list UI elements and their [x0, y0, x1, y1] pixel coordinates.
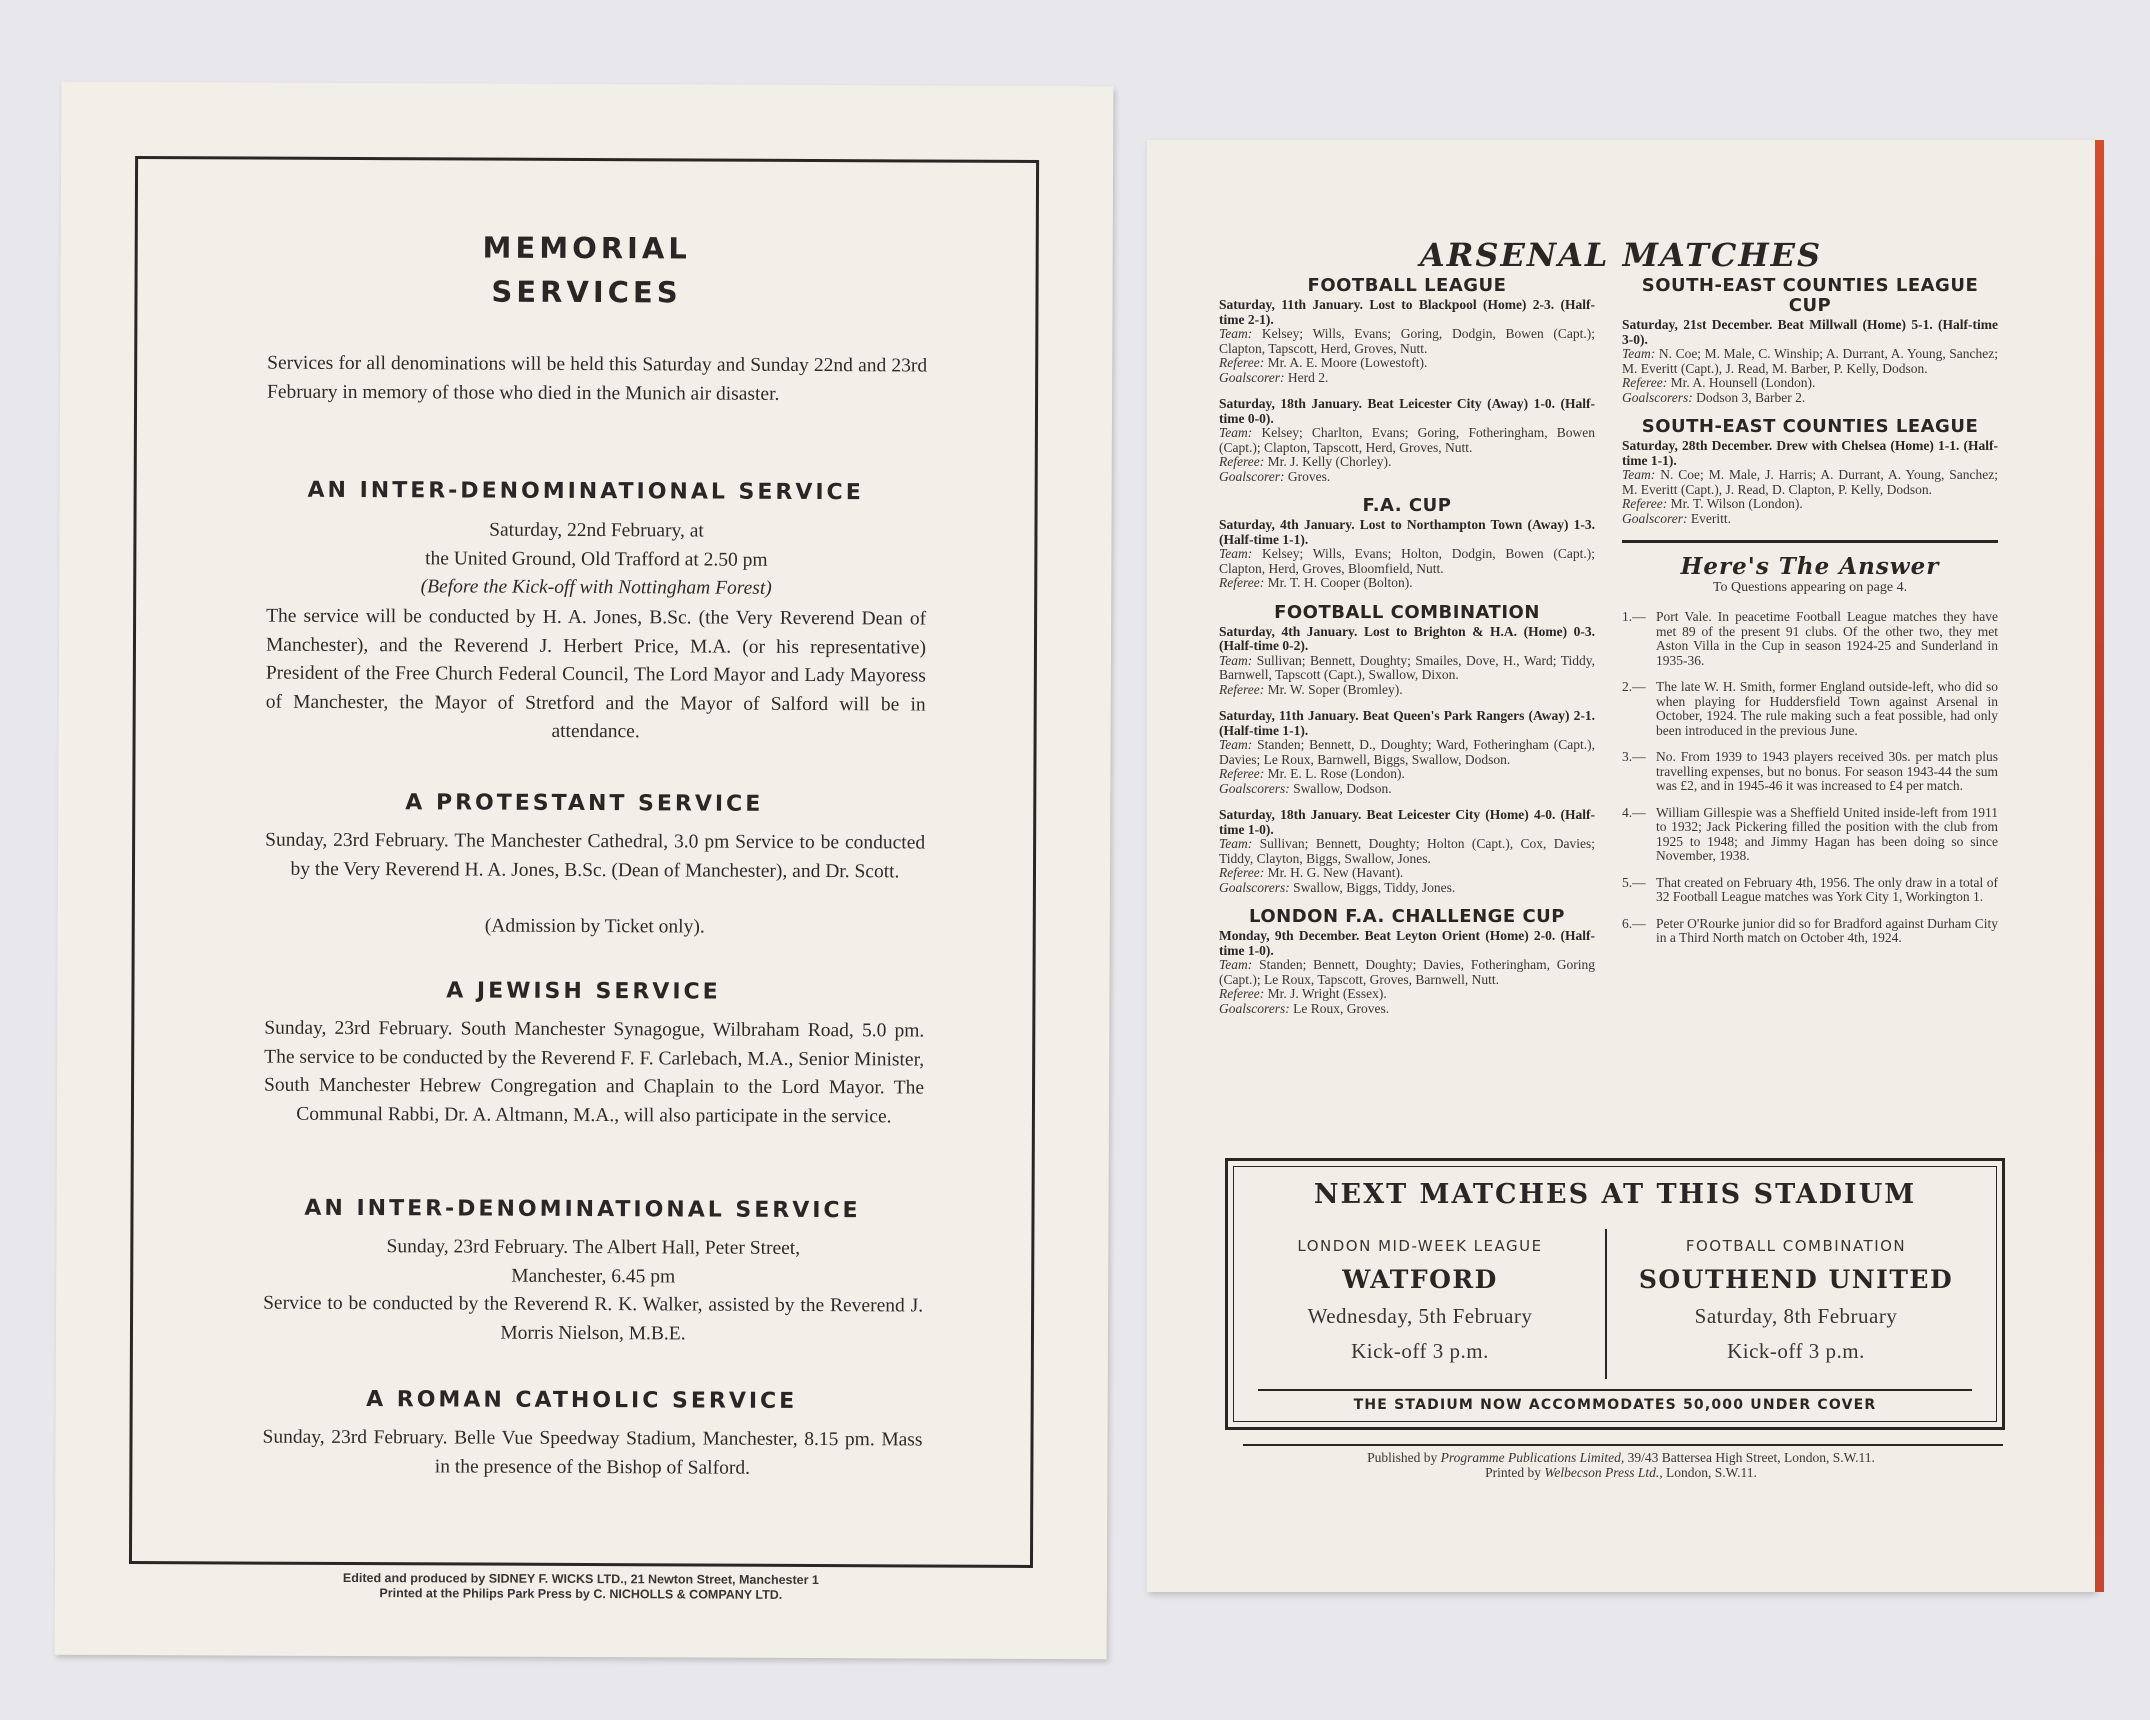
- fixture-kickoff: Kick-off 3 p.m.: [1351, 1339, 1489, 1363]
- match-referee: [1219, 455, 1595, 470]
- team-label: Team:: [1219, 957, 1253, 972]
- section-heading: FOOTBALL LEAGUE: [1307, 275, 1507, 296]
- goalscorer-label: Goalscorers:: [1219, 1000, 1290, 1016]
- printer-prefix: Printed by: [1485, 1465, 1541, 1480]
- referee-label: Referee:: [1219, 681, 1265, 697]
- service-heading: AN INTER-DENOMINATIONAL SERVICE: [304, 1195, 861, 1224]
- service-details: Saturday, 22nd February, at the United Ground, Old Trafford at 2.50 pm: [425, 519, 768, 571]
- answers-subtitle: To Questions appearing on page 4.: [1712, 580, 1908, 595]
- answer-number: 6.—: [1622, 915, 1646, 931]
- service-heading: A PROTESTANT SERVICE: [405, 790, 764, 817]
- team-label: Team:: [1219, 425, 1253, 440]
- section-heading: FOOTBALL COMBINATION: [1274, 601, 1540, 623]
- team-lineup: Kelsey; Charlton, Evans; Goring, Fotheringham, Bowen (Capt.); Clapton, Tapscott, Herd, Groves, Nutt.: [1219, 425, 1595, 455]
- match-goalscorers: [1219, 371, 1595, 386]
- fixture-divider: [1605, 1229, 1607, 1379]
- goalscorer-label: Goalscorer:: [1219, 468, 1285, 484]
- printer-address: London, S.W.11.: [1665, 1465, 1757, 1480]
- fixture-opponent: WATFORD: [1342, 1265, 1498, 1294]
- section-heading: SOUTH-EAST COUNTIES LEAGUE CUP: [1641, 275, 1979, 316]
- goalscorer-names: Swallow, Dodson.: [1293, 780, 1392, 796]
- cover-edge: [2095, 140, 2104, 1592]
- fixture-league: FOOTBALL COMBINATION: [1685, 1237, 1907, 1255]
- publisher-name: Programme Publications Limited,: [1440, 1450, 1625, 1465]
- publisher-prefix: Published by: [1367, 1450, 1438, 1465]
- arsenal-matches-page: [1147, 140, 2095, 1592]
- publisher-address: 39/43 Battersea High Street, London, S.W.11.: [1627, 1450, 1875, 1465]
- team-label: Team:: [1622, 346, 1656, 361]
- match-result: [1219, 298, 1595, 385]
- match-referee: [1622, 376, 1998, 391]
- service-body: Sunday, 23rd February. South Manchester Synagogue, Wilbraham Road, 5.0 pm. The service to be conducted by the Reverend F. F. Carlebach, M.A., Senior Minister, South Manchester Hebrew Congregation and Chaplain to the Lord Mayor. The Communal Rabbi, Dr. A. Altmann, M.A., will also participate in the service.: [264, 1017, 925, 1127]
- match-result: [1219, 397, 1595, 484]
- goalscorer-names: Swallow, Biggs, Tiddy, Jones.: [1293, 879, 1456, 895]
- team-lineup: Standen; Bennett, Doughty; Davies, Fotheringham, Goring (Capt.); Le Roux, Tapscott, Groves, Barnwell, Nutt.: [1219, 957, 1596, 987]
- answers-title: Here's The Answer: [1680, 553, 1940, 580]
- match-headline: Saturday, 4th January. Lost to Northampton Town (Away) 1-3. (Half-time 1-1).: [1219, 517, 1595, 547]
- referee-name: Mr. T. Wilson (London).: [1670, 496, 1803, 511]
- answer-item: [1622, 876, 1998, 905]
- fixture-opponent: SOUTHEND UNITED: [1638, 1265, 1954, 1294]
- team-label: Team:: [1219, 326, 1253, 341]
- match-result: [1219, 518, 1595, 591]
- referee-label: Referee:: [1219, 454, 1265, 469]
- match-team: [1219, 654, 1595, 683]
- divider: [1258, 1389, 1972, 1391]
- stadium-capacity-note: THE STADIUM NOW ACCOMMODATES 50,000 UNDER COVER: [1353, 1397, 1877, 1413]
- fixture-date: Wednesday, 5th February: [1307, 1304, 1533, 1328]
- referee-name: Mr. T. H. Cooper (Bolton).: [1267, 575, 1413, 590]
- referee-label: Referee:: [1219, 355, 1265, 370]
- referee-label: Referee:: [1622, 496, 1668, 511]
- page-title-line-1: MEMORIAL: [482, 230, 691, 266]
- memorial-services-page: [55, 82, 1114, 1660]
- referee-name: Mr. A. Hounsell (London).: [1670, 375, 1816, 390]
- match-team: [1219, 547, 1595, 576]
- page-border: [129, 156, 1039, 1568]
- answer-text: Port Vale. In peacetime Football League matches they have met 89 of the present 91 clubs. Of the other two, they met Aston Villa in the Cup in season 1924-25 and Sunderland in 1935-36.: [1656, 609, 1998, 668]
- goalscorer-names: Herd 2.: [1287, 369, 1329, 385]
- fixture-card: [1240, 1229, 1600, 1364]
- match-team: [1219, 426, 1595, 455]
- answer-text: No. From 1939 to 1943 players received 30s. per match plus travelling expenses, but no bonus. For season 1943-44 the sum was £2, and in 1945-46 it was increased to £4 per match.: [1656, 749, 1998, 793]
- match-headline: Saturday, 4th January. Lost to Brighton & H.A. (Home) 0-3. (Half-time 0-2).: [1219, 623, 1595, 653]
- service-note: (Before the Kick-off with Nottingham Forest): [420, 576, 772, 599]
- next-matches-box: [1225, 1158, 2005, 1430]
- answer-text: William Gillespie was a Sheffield United inside-left from 1911 to 1932; Jack Pickering filled the position with the club from 1925 to 1948; and Jimmy Hagan has been doing so since November, 1938.: [1656, 804, 1998, 863]
- answer-text: Peter O'Rourke junior did so for Bradford against Durham City in a Third North match on October 4th, 1924.: [1656, 915, 1998, 945]
- referee-name: Mr. A. E. Moore (Lowestoft).: [1267, 355, 1428, 370]
- section-heading: LONDON F.A. CHALLENGE CUP: [1249, 906, 1565, 927]
- match-referee: [1219, 576, 1595, 591]
- service-note: (Admission by Ticket only).: [484, 915, 705, 938]
- match-team: [1622, 468, 1998, 497]
- referee-label: Referee:: [1219, 986, 1265, 1001]
- match-team: [1219, 738, 1595, 767]
- service-body: The service will be conducted by H. A. Jones, B.Sc. (the Very Reverend Dean of Manchester), and the Reverend J. Herbert Price, M.A. (or his representative) President of the Free Church Federal Council, The Lord Mayor and Lady Mayoress of Manchester, the Mayor of Stretford and the Mayor of Salford will be in attendance.: [265, 605, 927, 743]
- goalscorer-label: Goalscorer:: [1219, 369, 1285, 385]
- results-column-right: [1622, 276, 1998, 958]
- intro-paragraph: Services for all denominations will be held this Saturday and Sunday 22nd and 23rd February in memory of those who died in the Munich air disaster.: [267, 352, 928, 405]
- results-column-left: [1219, 276, 1595, 1028]
- answer-item: [1622, 610, 1998, 668]
- match-headline: Saturday, 11th January. Beat Queen's Park Rangers (Away) 2-1. (Half-time 1-1).: [1219, 708, 1595, 738]
- answer-number: 5.—: [1622, 874, 1646, 890]
- printer-name: Welbecson Press Ltd.,: [1544, 1465, 1663, 1480]
- team-label: Team:: [1219, 652, 1253, 668]
- referee-label: Referee:: [1622, 375, 1668, 390]
- fixture-league: LONDON MID-WEEK LEAGUE: [1297, 1237, 1543, 1255]
- goalscorer-label: Goalscorers:: [1219, 879, 1290, 895]
- team-lineup: N. Coe; M. Male, C. Winship; A. Durrant, A. Young, Sanchez; M. Everitt (Capt.), J. Read, M. Barber, P. Kelly, Dodson.: [1622, 346, 1999, 376]
- page-title: ARSENAL MATCHES: [1419, 236, 1823, 274]
- match-result: [1219, 625, 1595, 698]
- fixture-kickoff: Kick-off 3 p.m.: [1727, 1339, 1865, 1363]
- match-goalscorers: [1219, 782, 1595, 797]
- match-team: [1219, 958, 1595, 987]
- match-result: [1622, 439, 1998, 526]
- match-referee: [1219, 987, 1595, 1002]
- match-result: [1219, 808, 1595, 895]
- answer-number: 3.—: [1622, 749, 1646, 764]
- team-lineup: Kelsey; Wills, Evans; Goring, Dodgin, Bowen (Capt.); Clapton, Tapscott, Herd, Groves, Nutt.: [1219, 326, 1595, 356]
- printer-credit: Edited and produced by SIDNEY F. WICKS LTD., 21 Newton Street, Manchester 1 Printed at the Philips Park Press by C. NICHOLLS & COMPANY LTD.: [342, 1570, 819, 1602]
- team-lineup: N. Coe; M. Male, J. Harris; A. Durrant, A. Young, Sanchez; M. Everitt (Capt.), J. Read, D. Clapton, P. Kelly, Dodson.: [1622, 467, 1998, 497]
- match-team: [1219, 837, 1595, 866]
- referee-name: Mr. E. L. Rose (London).: [1267, 766, 1405, 781]
- fixture-card: [1616, 1229, 1976, 1364]
- results-list: [1622, 276, 1998, 526]
- goalscorer-names: Le Roux, Groves.: [1293, 1000, 1390, 1016]
- answer-item: [1622, 917, 1998, 946]
- answer-text: That created on February 4th, 1956. The only draw in a total of 32 Football League matches was York City 1, Workington 1.: [1656, 874, 1998, 904]
- service-heading: A ROMAN CATHOLIC SERVICE: [366, 1387, 798, 1414]
- team-lineup: Sullivan; Bennett, Doughty; Smailes, Dove, H., Ward; Tiddy, Barnwell, Tapscott (Capt.), Swallow, Dixon.: [1219, 652, 1595, 682]
- match-headline: Saturday, 28th December. Drew with Chelsea (Home) 1-1. (Half-time 1-1).: [1622, 438, 1998, 468]
- page-title-line-2: SERVICES: [491, 274, 682, 310]
- match-goalscorers: [1622, 512, 1998, 527]
- match-result: [1219, 929, 1595, 1016]
- team-label: Team:: [1219, 546, 1253, 561]
- divider: [1622, 540, 1998, 543]
- service-heading: AN INTER-DENOMINATIONAL SERVICE: [307, 477, 864, 506]
- publisher-credit: [1147, 1450, 2095, 1480]
- referee-name: Mr. J. Wright (Essex).: [1267, 986, 1387, 1001]
- match-referee: [1219, 356, 1595, 371]
- goalscorer-names: Everitt.: [1690, 510, 1731, 526]
- referee-name: Mr. H. G. New (Havant).: [1267, 865, 1404, 880]
- referee-label: Referee:: [1219, 865, 1265, 880]
- match-referee: [1219, 683, 1595, 698]
- fixture-date: Saturday, 8th February: [1694, 1304, 1898, 1328]
- answer-number: 2.—: [1622, 679, 1646, 694]
- match-team: [1622, 347, 1998, 376]
- goalscorer-names: Groves.: [1287, 468, 1331, 484]
- service-body: Service to be conducted by the Reverend R. K. Walker, assisted by the Reverend J. Morris Nielson, M.B.E.: [263, 1292, 924, 1344]
- team-label: Team:: [1622, 467, 1656, 482]
- service-details: Sunday, 23rd February. The Albert Hall, Peter Street, Manchester, 6.45 pm: [386, 1236, 801, 1287]
- referee-label: Referee:: [1219, 575, 1265, 590]
- goalscorer-names: Dodson 3, Barber 2.: [1696, 389, 1806, 405]
- match-headline: Saturday, 11th January. Lost to Blackpool (Home) 2-3. (Half-time 2-1).: [1219, 297, 1595, 327]
- service-body: Sunday, 23rd February. Belle Vue Speedway Stadium, Manchester, 8.15 pm. Mass in the presence of the Bishop of Salford.: [262, 1426, 923, 1479]
- answer-text: The late W. H. Smith, former England outside-left, who did so when playing for Huddersfield Town against Arsenal in October, 1924. The rule making such a feat possible, had only been introduced in the previous June.: [1656, 679, 1998, 738]
- match-referee: [1622, 497, 1998, 512]
- match-result: [1622, 318, 1998, 405]
- match-headline: Saturday, 18th January. Beat Leicester City (Away) 1-0. (Half-time 0-0).: [1219, 396, 1595, 426]
- team-label: Team:: [1219, 836, 1253, 851]
- goalscorer-label: Goalscorers:: [1219, 780, 1290, 796]
- next-matches-title: NEXT MATCHES AT THIS STADIUM: [1313, 1179, 1917, 1210]
- divider: [1243, 1444, 2003, 1446]
- section-heading: SOUTH-EAST COUNTIES LEAGUE: [1641, 416, 1979, 437]
- answer-number: 4.—: [1622, 804, 1646, 820]
- answer-number: 1.—: [1622, 609, 1646, 624]
- referee-label: Referee:: [1219, 766, 1265, 781]
- answer-item: [1622, 750, 1998, 794]
- match-goalscorers: [1219, 881, 1595, 896]
- service-body: Sunday, 23rd February. The Manchester Cathedral, 3.0 pm Service to be conducted by the Very Reverend H. A. Jones, B.Sc. (Dean of Manchester), and Dr. Scott.: [265, 829, 926, 882]
- answers-list: [1622, 610, 1998, 946]
- match-headline: Saturday, 21st December. Beat Millwall (Home) 5-1. (Half-time 3-0).: [1622, 317, 1998, 347]
- match-referee: [1219, 866, 1595, 881]
- match-team: [1219, 327, 1595, 356]
- section-heading: F.A. CUP: [1362, 495, 1452, 516]
- match-goalscorers: [1219, 1002, 1595, 1017]
- referee-name: Mr. W. Soper (Bromley).: [1267, 681, 1403, 697]
- goalscorer-label: Goalscorer:: [1622, 510, 1688, 526]
- match-headline: Monday, 9th December. Beat Leyton Orient (Home) 2-0. (Half-time 1-0).: [1219, 928, 1595, 958]
- team-label: Team:: [1219, 737, 1253, 752]
- match-headline: Saturday, 18th January. Beat Leicester City (Home) 4-0. (Half-time 1-0).: [1219, 807, 1595, 837]
- match-result: [1219, 709, 1595, 796]
- team-lineup: Kelsey; Wills, Evans; Holton, Dodgin, Bowen (Capt.); Clapton, Herd, Groves, Bloomfield, Nutt.: [1219, 546, 1596, 576]
- team-lineup: Sullivan; Bennett, Doughty; Holton (Capt.), Cox, Davies; Tiddy, Clayton, Biggs, Swallow, Jones.: [1219, 836, 1596, 866]
- referee-name: Mr. J. Kelly (Chorley).: [1267, 454, 1392, 469]
- match-referee: [1219, 767, 1595, 782]
- match-goalscorers: [1219, 470, 1595, 485]
- goalscorer-label: Goalscorers:: [1622, 389, 1693, 405]
- answer-item: [1622, 680, 1998, 738]
- team-lineup: Standen; Bennett, D., Doughty; Ward, Fotheringham (Capt.), Davies; Le Roux, Barnwell, Biggs, Swallow, Dodson.: [1219, 737, 1596, 767]
- answer-item: [1622, 806, 1998, 864]
- service-heading: A JEWISH SERVICE: [446, 978, 721, 1005]
- match-goalscorers: [1622, 391, 1998, 406]
